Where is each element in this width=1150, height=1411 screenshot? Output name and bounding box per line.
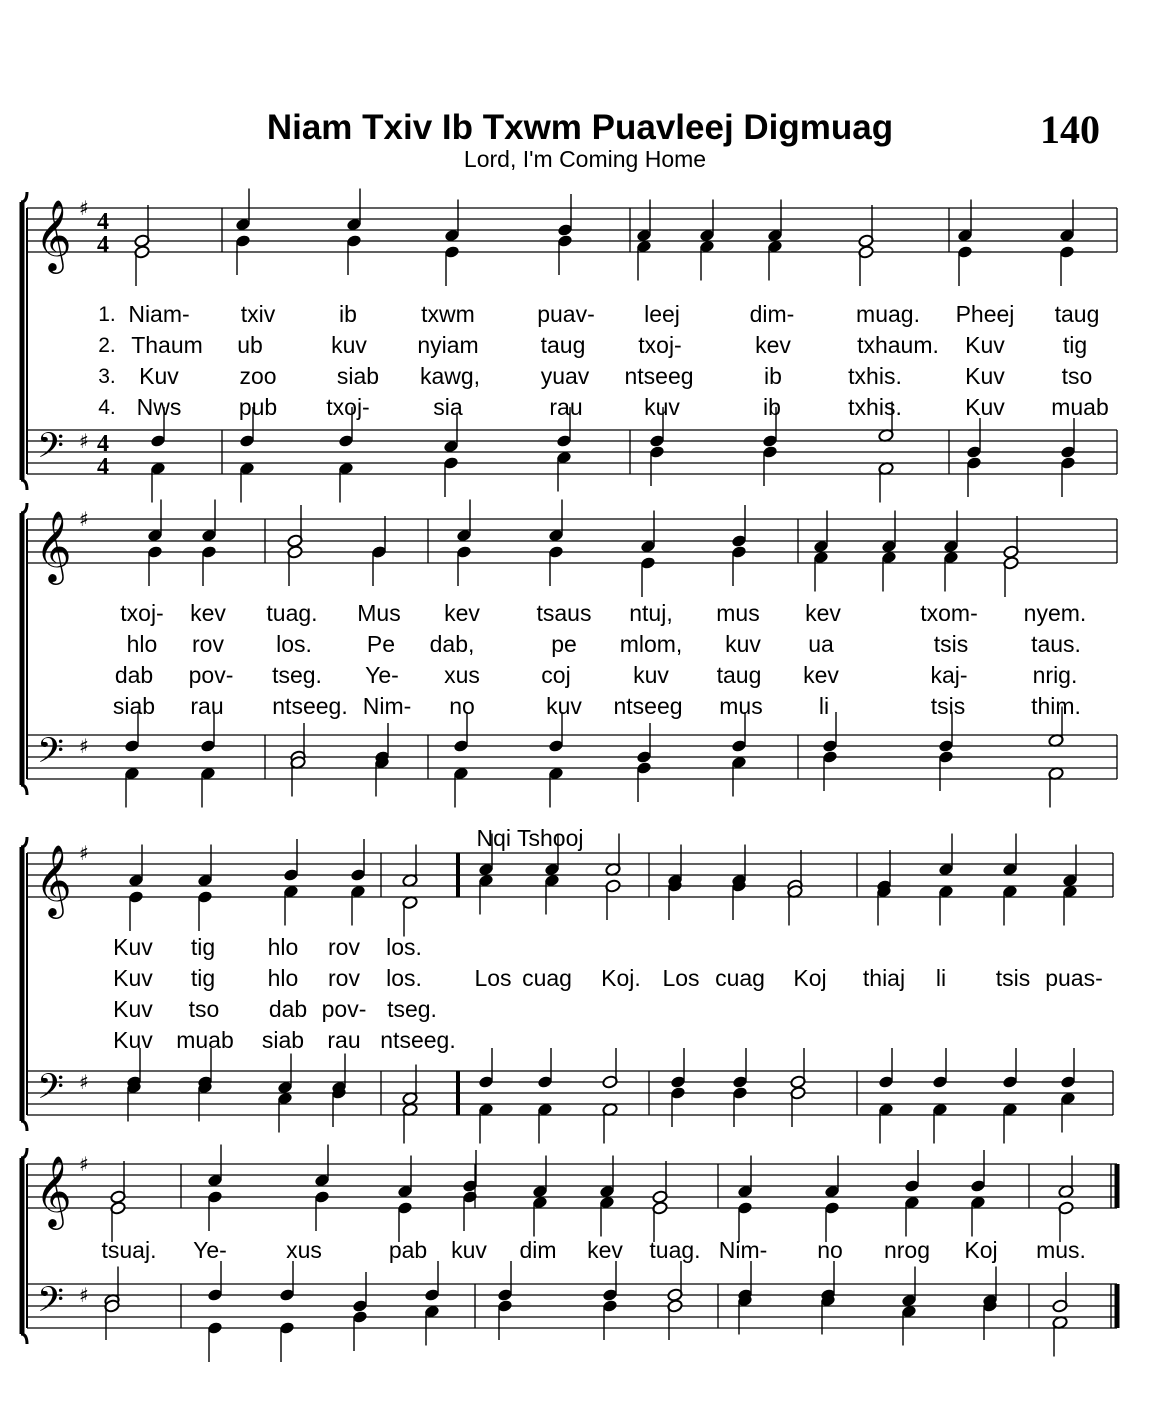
lyric-syllable: cuag bbox=[522, 965, 572, 991]
lyric-syllable: dim- bbox=[749, 301, 795, 327]
lyric-syllable: nyiam bbox=[417, 332, 479, 358]
lyric-syllable: Koj bbox=[793, 965, 827, 991]
lyric-syllable: ub bbox=[237, 332, 263, 358]
lyric-syllable: Nws bbox=[136, 394, 182, 420]
bass-clef: 𝄢 bbox=[37, 425, 65, 474]
lyric-syllable: kawg, bbox=[419, 363, 481, 389]
lyric-syllable: tig bbox=[1062, 332, 1088, 358]
lyric-syllable: kuv bbox=[331, 332, 367, 358]
lyric-syllable: Kuv bbox=[113, 965, 153, 991]
lyric-syllable: coj bbox=[541, 662, 571, 688]
lyric-syllable: txwm bbox=[421, 301, 475, 327]
time-signature-denominator: 4 bbox=[97, 454, 109, 480]
lyric-syllable: taug bbox=[1054, 301, 1100, 327]
lyric-syllable: dim bbox=[519, 1237, 557, 1263]
lyric-syllable: dab bbox=[114, 662, 154, 688]
lyric-syllable: rau bbox=[549, 394, 583, 420]
key-signature-sharp: ♯ bbox=[79, 196, 89, 220]
lyric-syllable: kev bbox=[587, 1237, 623, 1263]
lyric-syllable: txoj- bbox=[120, 600, 164, 626]
lyric-syllable: puas- bbox=[1045, 965, 1103, 991]
lyric-syllable: taug bbox=[540, 332, 586, 358]
lyric-syllable: zoo bbox=[239, 363, 277, 389]
lyric-syllable: Pheej bbox=[955, 301, 1015, 327]
lyric-syllable: Los bbox=[662, 965, 700, 991]
lyric-syllable: tuag. bbox=[266, 600, 318, 626]
lyric-syllable: puav- bbox=[537, 301, 595, 327]
lyric-syllable: Nim- bbox=[362, 693, 412, 719]
lyric-syllable: Pe bbox=[366, 631, 396, 657]
lyric-syllable: Kuv bbox=[965, 363, 1005, 389]
lyric-syllable: siab bbox=[261, 1027, 305, 1053]
lyric-syllable: rov bbox=[328, 934, 360, 960]
key-signature-sharp: ♯ bbox=[79, 1152, 89, 1176]
lyric-syllable: pe bbox=[551, 631, 577, 657]
treble-clef: 𝄞 bbox=[35, 509, 72, 582]
lyric-syllable: nyem. bbox=[1023, 600, 1087, 626]
lyric-syllable: Los bbox=[474, 965, 512, 991]
lyric-syllable: ib bbox=[764, 363, 782, 389]
lyric-syllable: ntseeg bbox=[613, 693, 683, 719]
lyric-syllable: mus. bbox=[1036, 1237, 1086, 1263]
lyric-syllable: no bbox=[449, 693, 475, 719]
lyric-syllable: leej bbox=[644, 301, 680, 327]
lyric-syllable: cuag bbox=[715, 965, 765, 991]
key-signature-sharp: ♯ bbox=[79, 429, 89, 453]
lyric-syllable: kev bbox=[805, 600, 841, 626]
lyric-syllable: pov- bbox=[321, 996, 367, 1022]
lyric-syllable: kuv bbox=[546, 693, 582, 719]
lyric-syllable: txhis. bbox=[848, 394, 902, 420]
lyric-syllable: Kuv bbox=[965, 332, 1005, 358]
bass-clef: 𝄢 bbox=[37, 1066, 65, 1115]
lyric-syllable: ib bbox=[339, 301, 357, 327]
lyric-syllable: muab bbox=[1051, 394, 1109, 420]
treble-clef: 𝄞 bbox=[35, 198, 72, 271]
lyric-syllable: rov bbox=[328, 965, 360, 991]
lyric-syllable: hlo bbox=[126, 631, 158, 657]
lyric-syllable: los. bbox=[386, 965, 422, 991]
bass-clef: 𝄢 bbox=[37, 730, 65, 779]
lyric-syllable: Ye- bbox=[365, 662, 399, 688]
lyric-syllable: rau bbox=[327, 1027, 361, 1053]
lyric-syllable: ntseeg. bbox=[272, 693, 348, 719]
lyric-syllable: los. bbox=[276, 631, 312, 657]
lyric-syllable: pov- bbox=[188, 662, 234, 688]
lyric-syllable: ntseeg bbox=[624, 363, 694, 389]
lyric-syllable: Niam- bbox=[128, 301, 190, 327]
hymn-title: Niam Txiv Ib Txwm Puavleej Digmuag bbox=[266, 108, 894, 147]
time-signature-numerator: 4 bbox=[97, 209, 109, 235]
lyric-syllable: kuv bbox=[633, 662, 669, 688]
lyric-syllable: ib bbox=[763, 394, 781, 420]
lyric-syllable: siab bbox=[336, 363, 380, 389]
lyric-syllable: kev bbox=[755, 332, 791, 358]
lyric-syllable: thiaj bbox=[862, 965, 906, 991]
lyric-syllable: taus. bbox=[1031, 631, 1081, 657]
refrain-label: Nqi Tshooj bbox=[476, 825, 584, 851]
lyric-syllable: kev bbox=[190, 600, 226, 626]
lyric-syllable: tsis bbox=[995, 965, 1031, 991]
hymn-subtitle: Lord, I'm Coming Home bbox=[463, 146, 707, 172]
lyric-syllable: thim. bbox=[1031, 693, 1081, 719]
lyric-syllable: kuv bbox=[451, 1237, 487, 1263]
lyric-syllable: mus bbox=[716, 600, 760, 626]
lyric-syllable: tsaus bbox=[536, 600, 592, 626]
lyric-syllable: txom- bbox=[920, 600, 978, 626]
verse-number: 3. bbox=[98, 365, 116, 388]
lyric-syllable: nrog bbox=[883, 1237, 931, 1263]
verse-number: 1. bbox=[98, 303, 116, 326]
lyric-syllable: hlo bbox=[267, 934, 299, 960]
bass-clef: 𝄢 bbox=[37, 1279, 65, 1328]
lyric-syllable: Kuv bbox=[113, 934, 153, 960]
lyric-syllable: pab bbox=[388, 1237, 428, 1263]
lyric-syllable: dab, bbox=[429, 631, 475, 657]
lyric-syllable: rau bbox=[190, 693, 224, 719]
lyric-syllable: tsuaj. bbox=[101, 1237, 157, 1263]
lyric-syllable: tsis bbox=[930, 693, 966, 719]
key-signature-sharp: ♯ bbox=[79, 841, 89, 865]
lyric-syllable: Kuv bbox=[139, 363, 179, 389]
lyric-syllable: kev bbox=[444, 600, 480, 626]
treble-clef: 𝄞 bbox=[35, 1154, 72, 1227]
lyric-syllable: Nim- bbox=[718, 1237, 768, 1263]
lyric-syllable: mus bbox=[719, 693, 763, 719]
lyric-syllable: tsis bbox=[933, 631, 969, 657]
lyric-syllable: ua bbox=[808, 631, 834, 657]
key-signature-sharp: ♯ bbox=[79, 1283, 89, 1307]
lyric-syllable: muab bbox=[176, 1027, 234, 1053]
lyric-syllable: Thaum bbox=[131, 332, 203, 358]
time-signature-numerator: 4 bbox=[97, 431, 109, 457]
lyric-syllable: Koj bbox=[964, 1237, 998, 1263]
lyric-syllable: taug bbox=[716, 662, 762, 688]
key-signature-sharp: ♯ bbox=[79, 507, 89, 531]
lyric-syllable: ntuj, bbox=[629, 600, 673, 626]
lyric-syllable: mlom, bbox=[619, 631, 683, 657]
lyric-syllable: yuav bbox=[540, 363, 590, 389]
lyric-syllable: tseg. bbox=[387, 996, 437, 1022]
lyric-syllable: Ye- bbox=[193, 1237, 227, 1263]
lyric-syllable: Kuv bbox=[965, 394, 1005, 420]
lyric-syllable: dab bbox=[268, 996, 308, 1022]
lyric-syllable: tso bbox=[188, 996, 220, 1022]
lyric-syllable: Kuv bbox=[113, 1027, 153, 1053]
lyric-syllable: no bbox=[817, 1237, 843, 1263]
lyric-syllable: tig bbox=[190, 934, 216, 960]
lyric-syllable: siab bbox=[112, 693, 156, 719]
lyric-syllable: kuv bbox=[725, 631, 761, 657]
lyric-syllable: txhis. bbox=[848, 363, 902, 389]
verse-number: 2. bbox=[98, 334, 116, 357]
lyric-syllable: kaj- bbox=[930, 662, 968, 688]
lyric-syllable: los. bbox=[386, 934, 422, 960]
lyric-syllable: sia bbox=[433, 394, 463, 420]
lyric-syllable: ntseeg. bbox=[380, 1027, 456, 1053]
lyric-syllable: rov bbox=[192, 631, 224, 657]
lyric-syllable: pub bbox=[238, 394, 278, 420]
lyric-syllable: Mus bbox=[357, 600, 401, 626]
lyric-syllable: kev bbox=[803, 662, 839, 688]
time-signature-denominator: 4 bbox=[97, 232, 109, 258]
lyric-syllable: tuag. bbox=[649, 1237, 701, 1263]
lyric-syllable: muag. bbox=[856, 301, 920, 327]
verse-number: 4. bbox=[98, 396, 116, 419]
lyric-syllable: tig bbox=[190, 965, 216, 991]
lyric-syllable: txoj- bbox=[638, 332, 682, 358]
key-signature-sharp: ♯ bbox=[79, 734, 89, 758]
hymn-number: 140 bbox=[1040, 107, 1100, 152]
lyric-syllable: li bbox=[818, 693, 830, 719]
lyric-syllable: txoj- bbox=[326, 394, 370, 420]
lyric-syllable: hlo bbox=[267, 965, 299, 991]
lyric-syllable: li bbox=[935, 965, 947, 991]
lyric-syllable: txiv bbox=[240, 301, 276, 327]
lyric-syllable: Koj. bbox=[601, 965, 641, 991]
lyric-syllable: xus bbox=[286, 1237, 322, 1263]
lyric-syllable: tseg. bbox=[272, 662, 322, 688]
treble-clef: 𝄞 bbox=[35, 843, 72, 916]
lyric-syllable: Kuv bbox=[113, 996, 153, 1022]
lyric-syllable: txhaum. bbox=[857, 332, 939, 358]
lyric-syllable: xus bbox=[444, 662, 480, 688]
lyric-syllable: tso bbox=[1061, 363, 1093, 389]
lyric-syllable: kuv bbox=[644, 394, 680, 420]
lyric-syllable: nrig. bbox=[1032, 662, 1078, 688]
key-signature-sharp: ♯ bbox=[79, 1070, 89, 1094]
